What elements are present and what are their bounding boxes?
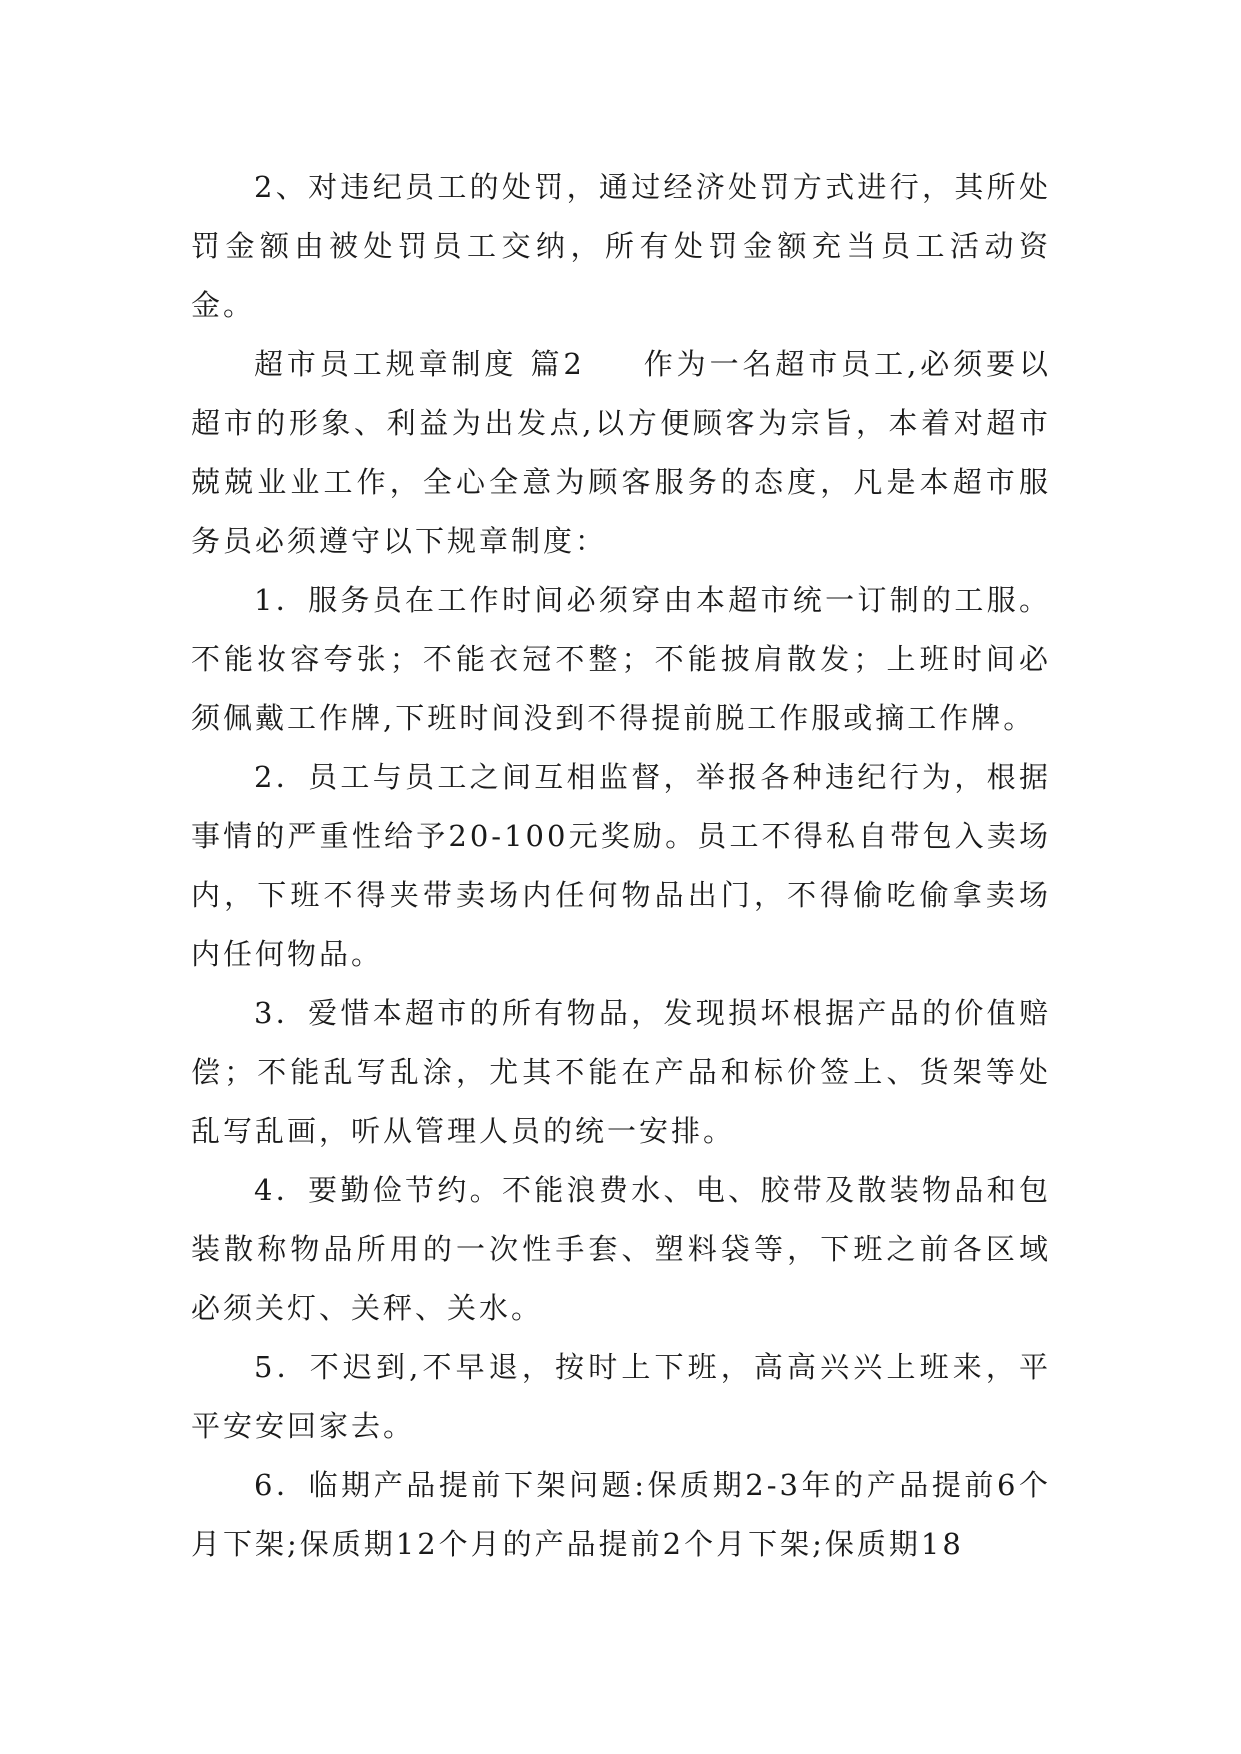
paragraph-section-intro xyxy=(191,335,1051,571)
paragraph-rule-3: 3．爱惜本超市的所有物品，发现损坏根据产品的价值赔偿；不能乱写乱涂，尤其不能在产品和标价签上、货架等处乱写乱画，听从管理人员的统一安排。 xyxy=(191,996,1051,1148)
paragraph-rule-4: 4．要勤俭节约。不能浪费水、电、胶带及散装物品和包装散称物品所用的一次性手套、塑料袋等，下班之前各区域必须关灯、关秤、关水。 xyxy=(191,1173,1051,1325)
paragraph-rule-1: 1．服务员在工作时间必须穿由本超市统一订制的工服。不能妆容夸张；不能衣冠不整；不能披肩散发；上班时间必须佩戴工作牌,下班时间没到不得提前脱工作服或摘工作牌。 xyxy=(191,583,1051,735)
paragraph-penalty: 2、对违纪员工的处罚，通过经济处罚方式进行，其所处罚金额由被处罚员工交纳，所有处罚金额充当员工活动资金。 xyxy=(191,170,1051,322)
document-body xyxy=(191,158,1051,1574)
section-intro-text: 作为一名超市员工,必须要以超市的形象、利益为出发点,以方便顾客为宗旨，本着对超市兢兢业业工作，全心全意为顾客服务的态度，凡是本超市服务员必须遵守以下规章制度： xyxy=(191,347,1051,558)
paragraph-rule-6: 6．临期产品提前下架问题:保质期2-3年的产品提前6个月下架;保质期12个月的产品提前2个月下架;保质期18 xyxy=(191,1468,1051,1561)
paragraph-rule-5: 5．不迟到,不早退，按时上下班，高高兴兴上班来，平平安安回家去。 xyxy=(191,1350,1051,1443)
paragraph-rule-2: 2．员工与员工之间互相监督，举报各种违纪行为，根据事情的严重性给予20-100元奖励。员工不得私自带包入卖场内，下班不得夹带卖场内任何物品出门，不得偷吃偷拿卖场内任何物品。 xyxy=(191,760,1051,971)
section-heading: 超市员工规章制度 篇2 xyxy=(254,347,585,381)
